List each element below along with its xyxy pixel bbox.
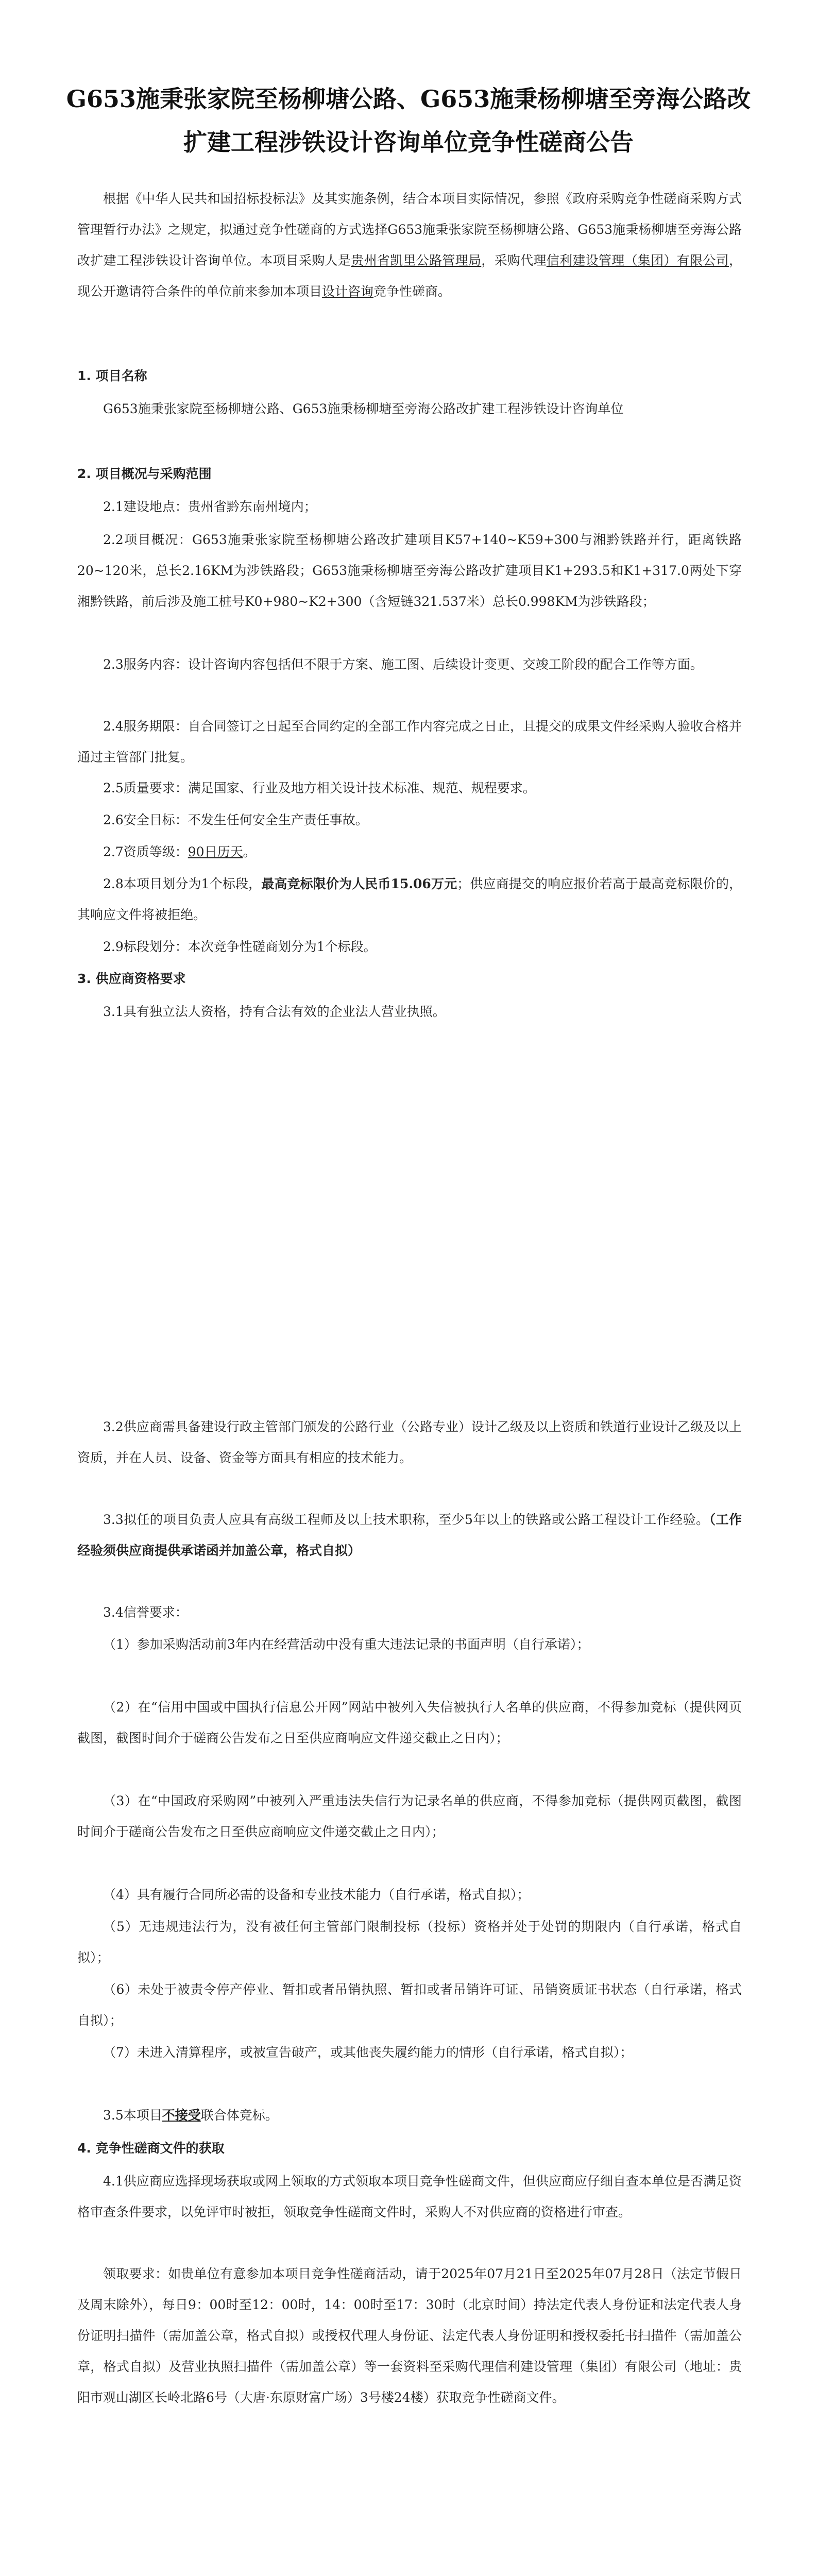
- section-heading-project-name: 1. 项目名称: [77, 368, 147, 383]
- pm-requirement: 3.3拟任的项目负责人应具有高级工程师及以上技术职称，至少5年以上的铁路或公路工程设计工作经验。: [103, 1512, 709, 1527]
- price-text: ；供应商提交的响应报价若高于最高竞标限价的，其响应文件将被拒绝。: [77, 876, 742, 922]
- location-text: 2.1建设地点：贵州省黔东南州境内；: [103, 499, 317, 514]
- intro-text: ，现公开邀请符合条件的单位前来参加本项目: [77, 253, 742, 299]
- qualification-level-text: [77, 837, 742, 868]
- qualification-value: 90日历天: [188, 844, 243, 859]
- consult-text: 设计咨询: [322, 284, 374, 299]
- qualification-item-3: [77, 1504, 742, 1566]
- credit-requirement-heading: 3.4信誉要求：: [103, 1605, 188, 1620]
- consortium-not-accepted: 不接受: [162, 2108, 201, 2123]
- section-heading-overview: 2. 项目概况与采购范围: [77, 466, 212, 481]
- price-text: 2.8本项目划分为1个标段，: [103, 876, 262, 891]
- credit-item-4: （4）具有履行合同所必需的设备和专业技术能力（自行承诺，格式自拟）；: [103, 1887, 530, 1902]
- consortium-prefix: 3.5本项目: [103, 2108, 162, 2123]
- document-acquisition-text: 4.1供应商应选择现场获取或网上领取的方式领取本项目竞争性磋商文件，但供应商应仔细自查本单位是否满足资格审查条件要求，以免评审时被拒，领取竞争性磋商文件时，采购人不对供应商的资格进行审查。: [77, 2174, 742, 2219]
- quality-text: 2.5质量要求：满足国家、行业及地方相关设计技术标准、规范、规程要求。: [103, 781, 536, 795]
- credit-item-3: （3）在“中国政府采购网”中被列入严重违法失信行为记录名单的供应商，不得参加竞标（提供网页截图，截图时间介于磋商公告发布之日至供应商响应文件递交截止之日内）；: [77, 1793, 742, 1839]
- overview-text: 2.2项目概况：G653施秉张家院至杨柳塘公路改扩建项目K57+140~K59+300与湘黔铁路并行，距离铁路20~120米，总长2.16KM为涉铁路段；G653施秉杨柳塘至旁海公路改扩建项目K1+293.5和K1+317.0两处下穿湘黔铁路，前后涉及施工桩号K0+980~K2+300（含短链321.537米）总长0.998KM为涉铁路段；: [77, 532, 742, 609]
- credit-item-5: （5）无违规违法行为，没有被任何主管部门限制投标（投标）资格并处于处罚的期限内（自行承诺，格式自拟）；: [77, 1919, 742, 1965]
- section-heading-documents: 4. 竞争性磋商文件的获取: [77, 2141, 225, 2156]
- credit-item-2: （2）在“信用中国或中国执行信息公开网”网站中被列入失信被执行人名单的供应商，不得参加竞标（提供网页截图，截图时间介于磋商公告发布之日至供应商响应文件递交截止之日内）；: [77, 1700, 742, 1745]
- agent-name: 信利建设管理（集团）有限公司: [546, 253, 729, 268]
- price-limit-value: 最高竞标限价为人民币15.06万元: [261, 876, 457, 891]
- section-heading-qualification: 3. 供应商资格要求: [77, 971, 186, 986]
- credit-item-6: （6）未处于被责令停产停业、暂扣或者吊销执照、暂扣或者吊销许可证、吊销资质证书状态（自行承诺，格式自拟）；: [77, 1982, 742, 2028]
- qualification-item-2: 3.2供应商需具备建设行政主管部门颁发的公路行业（公路专业）设计乙级及以上资质和铁道行业设计乙级及以上资质，并在人员、设备、资金等方面具有相应的技术能力。: [77, 1419, 742, 1465]
- consortium-text: [77, 2100, 742, 2131]
- credit-item-1: （1）参加采购活动前3年内在经营活动中没有重大违法记录的书面声明（自行承诺）；: [103, 1637, 590, 1652]
- qualification-label: 2.7资质等级：: [103, 844, 188, 859]
- intro-paragraph: [77, 183, 742, 307]
- project-name-text: G653施秉张家院至杨柳塘公路、G653施秉杨柳塘至旁海公路改扩建工程涉铁设计咨询单位: [103, 401, 624, 416]
- intro-text: 竞争性磋商。: [373, 284, 451, 299]
- consortium-suffix: 联合体竞标。: [200, 2108, 278, 2123]
- pm-requirement-note: （工作经验须供应商提供承诺函并加盖公章，格式自拟）: [77, 1512, 742, 1558]
- credit-item-7: （7）未进入清算程序，或被宣告破产，或其他丧失履约能力的情形（自行承诺，格式自拟）；: [103, 2045, 633, 2060]
- qualification-item-1: 3.1具有独立法人资格，持有合法有效的企业法人营业执照。: [103, 1004, 446, 1019]
- page-title: G653施秉张家院至杨柳塘公路、G653施秉杨柳塘至旁海公路改扩建工程涉铁设计咨询单位竞争性磋商公告: [66, 85, 751, 156]
- acquisition-requirements-text: 领取要求：如贵单位有意参加本项目竞争性磋商活动，请于2025年07月21日至2025年07月28日（法定节假日及周末除外），每日9：00时至12：00时，14：00时至17：30时（北京时间）持法定代表人身份证和法定代表人身份证明扫描件（需加盖公章，格式自拟）或授权代理人身份证、法定代表人身份证明和授权委托书扫描件（需加盖公章，格式自拟）及营业执照扫描件（需加盖公章）等一套资料至采购代理信利建设管理（集团）有限公司（地址：贵阳市观山湖区长岭北路6号（大唐·东原财富广场）3号楼24楼）获取竞争性磋商文件。: [77, 2266, 742, 2405]
- service-period-text: 2.4服务期限：自合同签订之日起至合同约定的全部工作内容完成之日止，且提交的成果文件经采购人验收合格并通过主管部门批复。: [77, 719, 742, 765]
- service-content-text: 2.3服务内容：设计咨询内容包括但不限于方案、施工图、后续设计变更、交竣工阶段的配合工作等方面。: [103, 657, 703, 672]
- lot-division-text: 2.9标段划分：本次竞争性磋商划分为1个标段。: [103, 939, 377, 954]
- buyer-name: 贵州省凯里公路管理局: [351, 253, 482, 268]
- intro-text: 根据《中华人民共和国招标投标法》及其实施条例，结合本项目实际情况，参照《政府采购竞争性磋商采购方式管理暂行办法》之规定，拟通过竞争性磋商的方式选择G653施秉张家院至杨柳塘公路、G653施秉杨柳塘至旁海公路改扩建工程涉铁设计咨询单位。本项目采购人是: [77, 191, 742, 268]
- intro-text: ，采购代理: [481, 253, 547, 268]
- price-limit-text: [77, 869, 742, 930]
- safety-text: 2.6安全目标：不发生任何安全生产责任事故。: [103, 812, 368, 827]
- qualification-end: 。: [243, 844, 256, 859]
